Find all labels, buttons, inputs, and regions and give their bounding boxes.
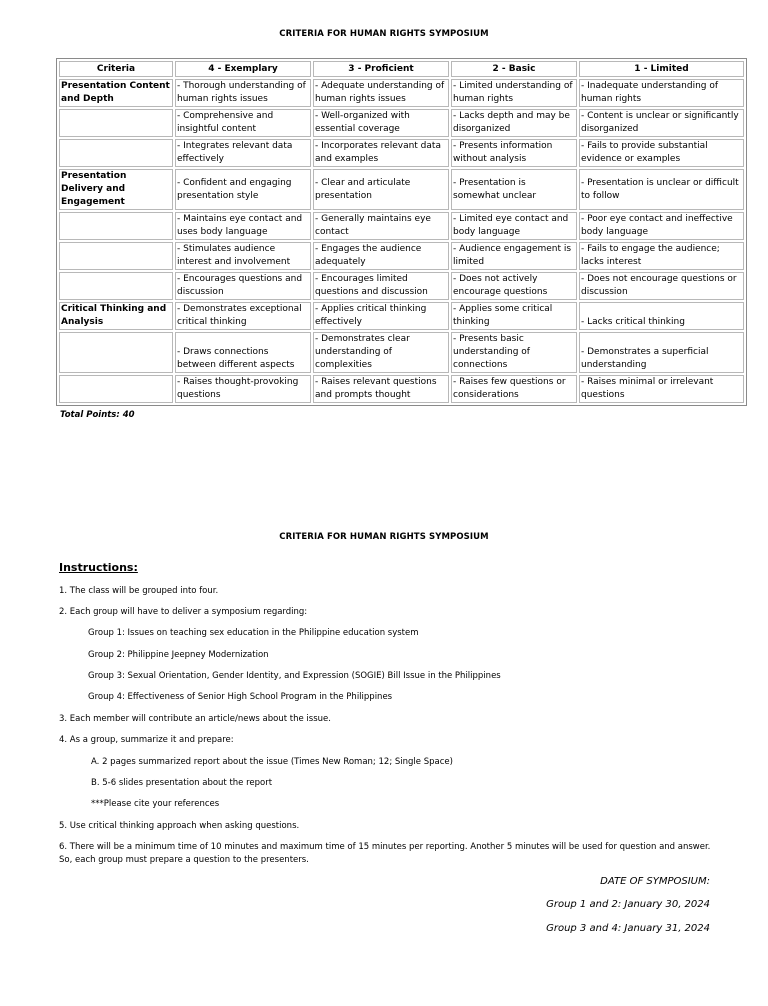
symposium-date-group-3-4: Group 3 and 4: January 31, 2024 — [546, 923, 710, 934]
table-cell: - Raises thought-provoking questions — [175, 375, 311, 403]
criteria-cell — [59, 242, 173, 270]
table-row — [59, 375, 744, 403]
table-cell: - Presentation is unclear or difficult to follow — [579, 169, 744, 210]
table-cell: - Poor eye contact and ineffective body language — [579, 212, 744, 240]
table-cell: - Incorporates relevant data and examples — [313, 139, 449, 167]
table-cell: - Encourages questions and discussion — [175, 272, 311, 300]
symposium-date-group-1-2: Group 1 and 2: January 30, 2024 — [546, 899, 710, 910]
table-row — [59, 272, 744, 300]
table-cell: - Presents information without analysis — [451, 139, 577, 167]
cite-references-note: ***Please cite your references — [91, 799, 220, 809]
table-cell: - Does not actively encourage questions — [451, 272, 577, 300]
table-cell: - Adequate understanding of human rights issues — [313, 79, 449, 107]
table-row — [59, 332, 744, 373]
table-row — [59, 242, 744, 270]
criteria-cell — [59, 212, 173, 240]
table-cell: - Inadequate understanding of human rights — [579, 79, 744, 107]
table-cell: - Applies some critical thinking — [451, 302, 577, 330]
table-cell: - Demonstrates a superficial understanding — [579, 332, 744, 373]
table-header-row — [59, 61, 744, 77]
table-cell: - Confident and engaging presentation style — [175, 169, 311, 210]
table-row — [59, 169, 744, 210]
instruction-item-4: 4. As a group, summarize it and prepare: — [59, 735, 234, 745]
criteria-cell — [59, 332, 173, 373]
instruction-item-6: 6. There will be a minimum time of 10 minutes and maximum time of 15 minutes per reporting. Another 5 minutes will be used for question and answer. So, each group must prepare a question to the presenters. — [59, 842, 711, 865]
group-4-topic: Group 4: Effectiveness of Senior High School Program in the Philippines — [88, 692, 393, 702]
table-cell: - Audience engagement is limited — [451, 242, 577, 270]
table-cell: - Presents basic understanding of connections — [451, 332, 577, 373]
group-3-topic: Group 3: Sexual Orientation, Gender Identity, and Expression (SOGIE) Bill Issue in the Philippines — [88, 671, 501, 681]
header-exemplary: 4 - Exemplary — [175, 61, 311, 77]
table-cell: - Thorough understanding of human rights issues — [175, 79, 311, 107]
table-cell: - Raises minimal or irrelevant questions — [579, 375, 744, 403]
instructions-heading: Instructions: — [59, 561, 138, 574]
table-cell: - Lacks depth and may be disorganized — [451, 109, 577, 137]
criteria-cell — [59, 139, 173, 167]
header-limited: 1 - Limited — [579, 61, 744, 77]
table-row — [59, 139, 744, 167]
table-cell: - Fails to engage the audience; lacks interest — [579, 242, 744, 270]
table-cell: - Fails to provide substantial evidence or examples — [579, 139, 744, 167]
table-cell: - Does not encourage questions or discussion — [579, 272, 744, 300]
criteria-cell: Presentation Delivery and Engagement — [59, 169, 173, 210]
symposium-date-label: DATE OF SYMPOSIUM: — [600, 876, 710, 887]
criteria-cell: Presentation Content and Depth — [59, 79, 173, 107]
table-row — [59, 109, 744, 137]
table-cell: - Demonstrates exceptional critical thinking — [175, 302, 311, 330]
table-cell: - Limited eye contact and body language — [451, 212, 577, 240]
table-cell: - Demonstrates clear understanding of complexities — [313, 332, 449, 373]
instruction-sub-b: B. 5-6 slides presentation about the report — [91, 778, 273, 788]
table-cell: - Presentation is somewhat unclear — [451, 169, 577, 210]
header-criteria: Criteria — [59, 61, 173, 77]
table-row — [59, 302, 744, 330]
table-cell: - Limited understanding of human rights — [451, 79, 577, 107]
header-proficient: 3 - Proficient — [313, 61, 449, 77]
table-cell: - Raises relevant questions and prompts thought — [313, 375, 449, 403]
table-cell: - Engages the audience adequately — [313, 242, 449, 270]
header-basic: 2 - Basic — [451, 61, 577, 77]
table-row — [59, 212, 744, 240]
instructions-title: CRITERIA FOR HUMAN RIGHTS SYMPOSIUM — [279, 532, 489, 542]
table-cell: - Applies critical thinking effectively — [313, 302, 449, 330]
instruction-item-2: 2. Each group will have to deliver a symposium regarding: — [59, 607, 308, 617]
group-1-topic: Group 1: Issues on teaching sex education in the Philippine education system — [88, 628, 419, 638]
group-2-topic: Group 2: Philippine Jeepney Modernization — [88, 650, 269, 660]
instruction-sub-a: A. 2 pages summarized report about the issue (Times New Roman; 12; Single Space) — [91, 757, 453, 767]
table-cell: - Clear and articulate presentation — [313, 169, 449, 210]
table-cell: - Integrates relevant data effectively — [175, 139, 311, 167]
instruction-item-3: 3. Each member will contribute an article/news about the issue. — [59, 714, 331, 724]
instruction-item-5: 5. Use critical thinking approach when asking questions. — [59, 821, 300, 831]
table-cell: - Encourages limited questions and discussion — [313, 272, 449, 300]
table-cell: - Comprehensive and insightful content — [175, 109, 311, 137]
table-row — [59, 79, 744, 107]
table-cell: - Content is unclear or significantly disorganized — [579, 109, 744, 137]
instruction-item-1: 1. The class will be grouped into four. — [59, 586, 219, 596]
table-cell: - Well-organized with essential coverage — [313, 109, 449, 137]
total-points: Total Points: 40 — [60, 410, 135, 420]
table-cell: - Generally maintains eye contact — [313, 212, 449, 240]
criteria-cell: Critical Thinking and Analysis — [59, 302, 173, 330]
table-cell: - Lacks critical thinking — [579, 302, 744, 330]
table-cell: - Raises few questions or considerations — [451, 375, 577, 403]
rubric-title: CRITERIA FOR HUMAN RIGHTS SYMPOSIUM — [279, 29, 489, 39]
table-cell: - Stimulates audience interest and involvement — [175, 242, 311, 270]
criteria-cell — [59, 272, 173, 300]
table-cell: - Draws connections between different aspects — [175, 332, 311, 373]
table-cell: - Maintains eye contact and uses body language — [175, 212, 311, 240]
criteria-cell — [59, 109, 173, 137]
criteria-cell — [59, 375, 173, 403]
rubric-table — [56, 58, 747, 406]
